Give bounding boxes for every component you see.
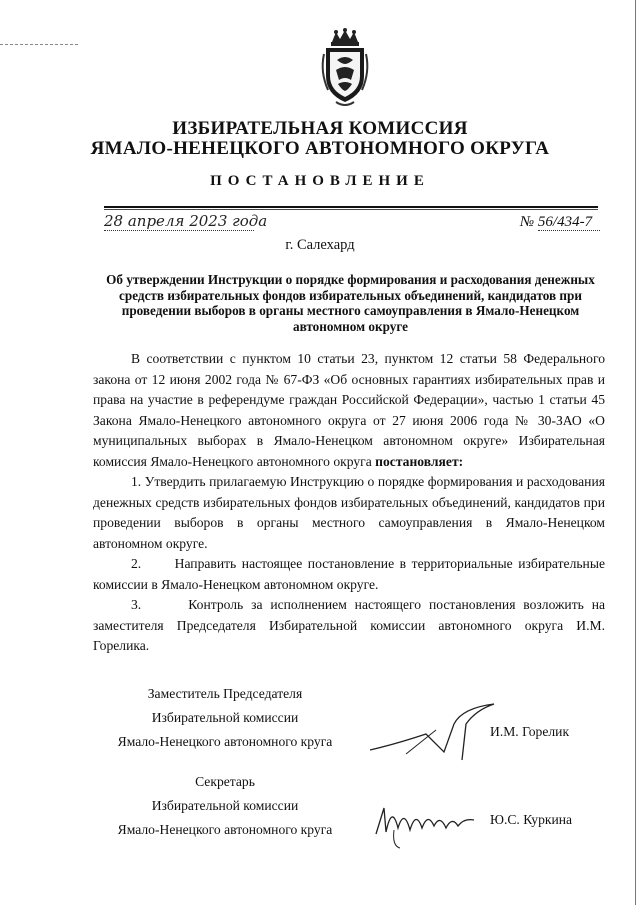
number-prefix: №	[520, 214, 535, 230]
decree-body	[93, 349, 605, 657]
preamble-paragraph	[93, 349, 605, 472]
secretary-title-line2: Избирательной комиссии	[151, 798, 299, 813]
deputy-title-line2: Избирательной комиссии	[151, 710, 299, 725]
item-2-number: 2.	[131, 556, 142, 571]
deputy-title-line1: Заместитель Председателя	[147, 686, 303, 701]
deputy-handwritten-signature	[366, 694, 506, 764]
signature-block-secretary	[110, 770, 340, 842]
item-3-text: Контроль за исполнением настоящего постановления возложить на заместителя Председателя Избирательной комиссии автономного округа И.М. Горелика.	[93, 597, 605, 653]
header-rule-thick	[104, 206, 598, 208]
decree-number	[520, 214, 592, 231]
item-3	[93, 595, 605, 657]
decree-subject: Об утверждении Инструкции о порядке формирования и расходования денежных средств избирательных фондов избирательных объединений, кандидатов при проведении выборов в органы местного самоуправления в Ямало-Ненецком автономном округе	[106, 272, 595, 334]
secretary-title-line3: Ямало-Ненецкого автономного круга	[117, 822, 333, 837]
number-underline	[538, 230, 600, 231]
decides-word: постановляет:	[375, 453, 464, 469]
city-line: г. Салехард	[285, 237, 355, 253]
number-value: 56/434-7	[537, 214, 593, 230]
secretary-handwritten-signature	[370, 790, 480, 852]
organization-name-line1: ИЗБИРАТЕЛЬНАЯ КОМИССИЯ	[172, 118, 468, 139]
document-type-title: ПОСТАНОВЛЕНИЕ	[210, 173, 430, 189]
secretary-title-line1: Секретарь	[195, 774, 255, 789]
item-2	[93, 554, 605, 595]
item-1: 1. Утвердить прилагаемую Инструкцию о порядке формирования и расходования денежных средств избирательных фондов избирательных объединений, кандидатов при проведении выборов в органы местного самоуправления в Ямало-Ненецком автономном округе.	[93, 474, 605, 551]
deputy-title-line3: Ямало-Ненецкого автономного круга	[117, 734, 333, 749]
organization-name-line2: ЯМАЛО-НЕНЕЦКОГО АВТОНОМНОГО ОКРУГА	[90, 138, 550, 159]
scan-artifact-line	[0, 44, 78, 45]
decree-date: 28 апреля 2023 года	[104, 212, 268, 230]
deputy-name: И.М. Горелик	[490, 724, 570, 739]
item-2-text: Направить настоящее постановление в территориальные избирательные комиссии в Ямало-Ненецком автономном округе.	[93, 556, 605, 592]
coat-of-arms-icon	[318, 28, 372, 108]
date-underline	[104, 230, 254, 231]
item-3-number: 3.	[131, 597, 142, 612]
secretary-name: Ю.С. Куркина	[490, 812, 573, 827]
signature-block-deputy	[110, 682, 340, 754]
header-rule-thin	[104, 209, 598, 210]
preamble-text: В соответствии с пунктом 10 статьи 23, пунктом 12 статьи 58 Федерального закона от 12 июня 2002 года № 67-ФЗ «Об основных гарантиях избирательных прав и права на участие в референдуме граждан Российской Федерации», частью 1 статьи 45 Закона Ямало-Ненецкого автономного округа от 27 июня 2006 года № 30-ЗАО «О муниципальных выборах в Ямало-Ненецком автономном округе» Избирательная комиссия Ямало-Ненецкого автономного округа	[93, 351, 605, 469]
